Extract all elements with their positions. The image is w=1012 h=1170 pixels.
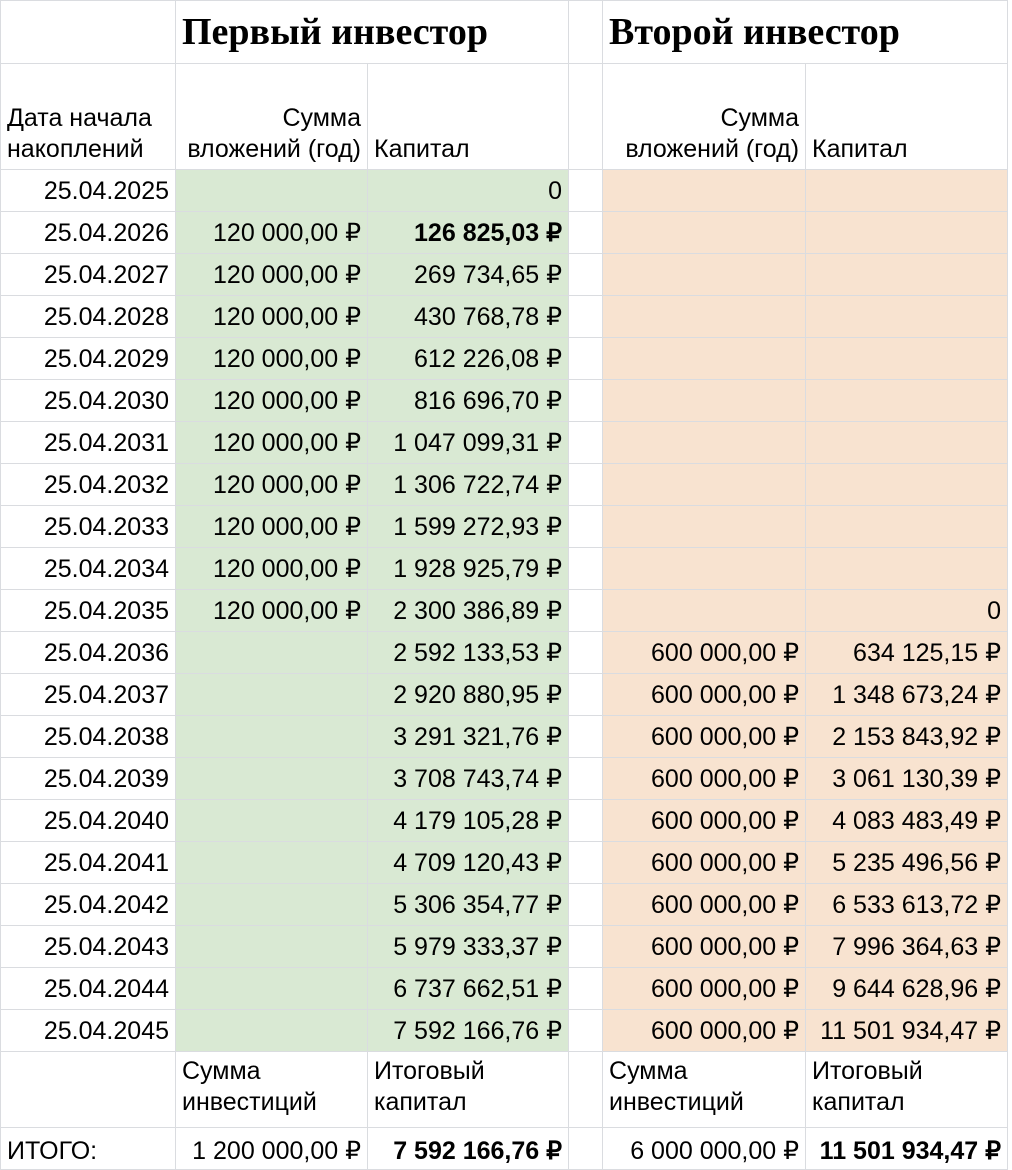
table-row <box>1 212 1008 254</box>
total-inv1-sum[interactable]: 1 200 000,00 ₽ <box>176 1128 368 1170</box>
cell-inv1-sum[interactable] <box>176 758 368 800</box>
cell-empty[interactable] <box>569 338 603 380</box>
cell-inv2-capital[interactable]: 11 501 934,47 ₽ <box>806 1010 1008 1052</box>
cell-date[interactable]: 25.04.2042 <box>1 884 176 926</box>
table-row <box>1 380 1008 422</box>
cell-empty[interactable] <box>569 758 603 800</box>
cell-empty[interactable] <box>569 422 603 464</box>
cell-empty[interactable] <box>569 212 603 254</box>
header-date[interactable]: Дата начала накоплений <box>1 64 176 170</box>
cell-date[interactable]: 25.04.2045 <box>1 1010 176 1052</box>
cell-inv2-sum[interactable] <box>603 506 806 548</box>
cell-empty[interactable] <box>569 590 603 632</box>
cell-inv1-capital[interactable]: 0 <box>368 170 569 212</box>
cell-inv1-capital[interactable]: 5 306 354,77 ₽ <box>368 884 569 926</box>
cell-empty[interactable] <box>569 170 603 212</box>
cell-inv2-capital[interactable] <box>806 380 1008 422</box>
table-row <box>1 254 1008 296</box>
cell-empty[interactable] <box>569 674 603 716</box>
cell-inv2-capital[interactable]: 4 083 483,49 ₽ <box>806 800 1008 842</box>
cell-date[interactable]: 25.04.2040 <box>1 800 176 842</box>
cell-empty[interactable] <box>1 1 176 64</box>
cell-inv2-capital[interactable]: 634 125,15 ₽ <box>806 632 1008 674</box>
header-inv2-sum[interactable]: Сумма вложений (год) <box>603 64 806 170</box>
cell-inv1-sum[interactable] <box>176 968 368 1010</box>
cell-inv2-sum[interactable] <box>603 254 806 296</box>
cell-date[interactable]: 25.04.2026 <box>1 212 176 254</box>
cell-inv1-capital[interactable]: 6 737 662,51 ₽ <box>368 968 569 1010</box>
cell-date[interactable]: 25.04.2036 <box>1 632 176 674</box>
cell-date[interactable]: 25.04.2028 <box>1 296 176 338</box>
summary-labels-row <box>1 1052 1008 1128</box>
cell-date[interactable]: 25.04.2033 <box>1 506 176 548</box>
cell-inv2-sum[interactable] <box>603 296 806 338</box>
table-row <box>1 296 1008 338</box>
cell-inv1-sum[interactable] <box>176 926 368 968</box>
cell-inv2-capital[interactable] <box>806 548 1008 590</box>
cell-inv2-capital[interactable]: 2 153 843,92 ₽ <box>806 716 1008 758</box>
total-inv2-capital[interactable]: 11 501 934,47 ₽ <box>806 1128 1008 1170</box>
cell-inv2-sum[interactable]: 600 000,00 ₽ <box>603 716 806 758</box>
cell-inv2-capital[interactable] <box>806 464 1008 506</box>
title-row <box>1 1 1008 64</box>
cell-inv2-capital[interactable]: 1 348 673,24 ₽ <box>806 674 1008 716</box>
cell-inv2-capital[interactable]: 5 235 496,56 ₽ <box>806 842 1008 884</box>
cell-inv2-sum[interactable]: 600 000,00 ₽ <box>603 884 806 926</box>
cell-inv1-sum[interactable]: 120 000,00 ₽ <box>176 464 368 506</box>
cell-empty[interactable] <box>569 464 603 506</box>
cell-date[interactable]: 25.04.2029 <box>1 338 176 380</box>
cell-inv1-sum[interactable]: 120 000,00 ₽ <box>176 212 368 254</box>
cell-empty[interactable] <box>569 254 603 296</box>
cell-date[interactable]: 25.04.2038 <box>1 716 176 758</box>
cell-inv2-sum[interactable] <box>603 464 806 506</box>
cell-date[interactable]: 25.04.2043 <box>1 926 176 968</box>
cell-inv1-sum[interactable] <box>176 884 368 926</box>
cell-date[interactable]: 25.04.2030 <box>1 380 176 422</box>
cell-empty[interactable] <box>569 548 603 590</box>
investor1-title[interactable]: Первый инвестор <box>176 1 569 64</box>
cell-inv1-capital[interactable]: 430 768,78 ₽ <box>368 296 569 338</box>
table-row <box>1 1010 1008 1052</box>
cell-inv1-sum[interactable]: 120 000,00 ₽ <box>176 422 368 464</box>
cell-date[interactable]: 25.04.2032 <box>1 464 176 506</box>
cell-empty[interactable] <box>569 380 603 422</box>
cell-date[interactable]: 25.04.2031 <box>1 422 176 464</box>
cell-inv1-capital[interactable]: 269 734,65 ₽ <box>368 254 569 296</box>
cell-inv1-sum[interactable]: 120 000,00 ₽ <box>176 254 368 296</box>
cell-date[interactable]: 25.04.2034 <box>1 548 176 590</box>
cell-inv2-capital[interactable] <box>806 212 1008 254</box>
cell-inv2-sum[interactable] <box>603 170 806 212</box>
cell-inv2-capital[interactable] <box>806 254 1008 296</box>
cell-inv1-sum[interactable] <box>176 716 368 758</box>
cell-inv2-sum[interactable] <box>603 422 806 464</box>
cell-empty[interactable] <box>569 1052 603 1128</box>
cell-inv1-capital[interactable]: 1 599 272,93 ₽ <box>368 506 569 548</box>
cell-empty[interactable] <box>569 64 603 170</box>
cell-date[interactable]: 25.04.2039 <box>1 758 176 800</box>
cell-inv1-sum[interactable] <box>176 170 368 212</box>
cell-inv2-capital[interactable]: 3 061 130,39 ₽ <box>806 758 1008 800</box>
cell-inv2-capital[interactable] <box>806 506 1008 548</box>
cell-inv1-sum[interactable]: 120 000,00 ₽ <box>176 590 368 632</box>
table-row <box>1 506 1008 548</box>
investor2-title[interactable]: Второй инвестор <box>603 1 1008 64</box>
cell-inv2-capital[interactable] <box>806 338 1008 380</box>
cell-inv2-sum[interactable] <box>603 212 806 254</box>
cell-inv1-capital[interactable]: 1 047 099,31 ₽ <box>368 422 569 464</box>
cell-date[interactable]: 25.04.2027 <box>1 254 176 296</box>
table-row <box>1 632 1008 674</box>
header-inv1-sum[interactable]: Сумма вложений (год) <box>176 64 368 170</box>
cell-empty[interactable] <box>569 884 603 926</box>
table-row <box>1 926 1008 968</box>
cell-inv1-capital[interactable]: 3 708 743,74 ₽ <box>368 758 569 800</box>
cell-inv1-sum[interactable]: 120 000,00 ₽ <box>176 506 368 548</box>
cell-date[interactable]: 25.04.2044 <box>1 968 176 1010</box>
cell-inv1-sum[interactable]: 120 000,00 ₽ <box>176 380 368 422</box>
cell-inv1-capital[interactable]: 7 592 166,76 ₽ <box>368 1010 569 1052</box>
cell-inv1-capital[interactable]: 2 592 133,53 ₽ <box>368 632 569 674</box>
table-row <box>1 842 1008 884</box>
cell-inv2-sum[interactable] <box>603 548 806 590</box>
cell-date[interactable]: 25.04.2035 <box>1 590 176 632</box>
cell-inv2-sum[interactable] <box>603 338 806 380</box>
cell-inv1-capital[interactable]: 816 696,70 ₽ <box>368 380 569 422</box>
header-row <box>1 64 1008 170</box>
total-inv2-sum[interactable]: 6 000 000,00 ₽ <box>603 1128 806 1170</box>
cell-inv1-sum[interactable] <box>176 674 368 716</box>
header-inv2-capital[interactable]: Капитал <box>806 64 1008 170</box>
cell-date[interactable]: 25.04.2025 <box>1 170 176 212</box>
cell-empty[interactable] <box>569 1010 603 1052</box>
cell-inv1-capital[interactable]: 3 291 321,76 ₽ <box>368 716 569 758</box>
table-row <box>1 968 1008 1010</box>
cell-inv2-sum[interactable]: 600 000,00 ₽ <box>603 632 806 674</box>
cell-inv2-sum[interactable]: 600 000,00 ₽ <box>603 926 806 968</box>
cell-inv2-sum[interactable]: 600 000,00 ₽ <box>603 674 806 716</box>
cell-inv1-capital[interactable]: 4 179 105,28 ₽ <box>368 800 569 842</box>
cell-inv2-capital[interactable]: 7 996 364,63 ₽ <box>806 926 1008 968</box>
cell-inv1-capital[interactable]: 1 928 925,79 ₽ <box>368 548 569 590</box>
table-row <box>1 338 1008 380</box>
cell-inv2-sum[interactable] <box>603 380 806 422</box>
cell-empty[interactable] <box>569 1128 603 1170</box>
cell-inv2-capital[interactable] <box>806 296 1008 338</box>
cell-inv1-sum[interactable] <box>176 800 368 842</box>
table-row <box>1 548 1008 590</box>
cell-inv1-capital[interactable]: 612 226,08 ₽ <box>368 338 569 380</box>
table-row <box>1 758 1008 800</box>
cell-inv1-capital[interactable]: 2 920 880,95 ₽ <box>368 674 569 716</box>
cell-inv2-sum[interactable]: 600 000,00 ₽ <box>603 800 806 842</box>
label-inv1-final-capital[interactable]: Итоговый капитал <box>368 1052 569 1128</box>
cell-inv1-capital[interactable]: 1 306 722,74 ₽ <box>368 464 569 506</box>
cell-inv1-sum[interactable]: 120 000,00 ₽ <box>176 548 368 590</box>
cell-inv1-sum[interactable] <box>176 1010 368 1052</box>
label-inv2-total-sum[interactable]: Сумма инвестиций <box>603 1052 806 1128</box>
cell-date[interactable]: 25.04.2041 <box>1 842 176 884</box>
table-row <box>1 674 1008 716</box>
cell-inv2-capital[interactable] <box>806 170 1008 212</box>
table-row <box>1 884 1008 926</box>
cell-inv2-sum[interactable]: 600 000,00 ₽ <box>603 842 806 884</box>
cell-empty[interactable] <box>569 842 603 884</box>
cell-inv1-capital[interactable]: 4 709 120,43 ₽ <box>368 842 569 884</box>
table-row <box>1 800 1008 842</box>
cell-inv2-sum[interactable] <box>603 590 806 632</box>
cell-empty[interactable] <box>569 632 603 674</box>
totals-label[interactable]: ИТОГО: <box>1 1128 176 1170</box>
cell-inv2-sum[interactable]: 600 000,00 ₽ <box>603 968 806 1010</box>
totals-row <box>1 1128 1008 1170</box>
header-inv1-capital[interactable]: Капитал <box>368 64 569 170</box>
cell-empty[interactable] <box>1 1052 176 1128</box>
cell-inv1-sum[interactable]: 120 000,00 ₽ <box>176 338 368 380</box>
cell-inv2-capital[interactable]: 0 <box>806 590 1008 632</box>
cell-empty[interactable] <box>569 1 603 64</box>
cell-inv2-sum[interactable]: 600 000,00 ₽ <box>603 1010 806 1052</box>
cell-empty[interactable] <box>569 968 603 1010</box>
cell-inv1-sum[interactable] <box>176 842 368 884</box>
cell-inv2-capital[interactable]: 6 533 613,72 ₽ <box>806 884 1008 926</box>
cell-empty[interactable] <box>569 296 603 338</box>
cell-inv1-capital[interactable]: 5 979 333,37 ₽ <box>368 926 569 968</box>
table-row <box>1 170 1008 212</box>
label-inv2-final-capital[interactable]: Итоговый капитал <box>806 1052 1008 1128</box>
cell-empty[interactable] <box>569 716 603 758</box>
cell-empty[interactable] <box>569 926 603 968</box>
cell-date[interactable]: 25.04.2037 <box>1 674 176 716</box>
cell-empty[interactable] <box>569 800 603 842</box>
table-row <box>1 464 1008 506</box>
cell-inv1-capital[interactable]: 126 825,03 ₽ <box>368 212 569 254</box>
cell-inv2-capital[interactable]: 9 644 628,96 ₽ <box>806 968 1008 1010</box>
cell-inv1-capital[interactable]: 2 300 386,89 ₽ <box>368 590 569 632</box>
cell-inv2-sum[interactable]: 600 000,00 ₽ <box>603 758 806 800</box>
cell-empty[interactable] <box>569 506 603 548</box>
total-inv1-capital[interactable]: 7 592 166,76 ₽ <box>368 1128 569 1170</box>
table-row <box>1 590 1008 632</box>
cell-inv1-sum[interactable] <box>176 632 368 674</box>
cell-inv1-sum[interactable]: 120 000,00 ₽ <box>176 296 368 338</box>
label-inv1-total-sum[interactable]: Сумма инвестиций <box>176 1052 368 1128</box>
cell-inv2-capital[interactable] <box>806 422 1008 464</box>
table-row <box>1 716 1008 758</box>
table-row <box>1 422 1008 464</box>
